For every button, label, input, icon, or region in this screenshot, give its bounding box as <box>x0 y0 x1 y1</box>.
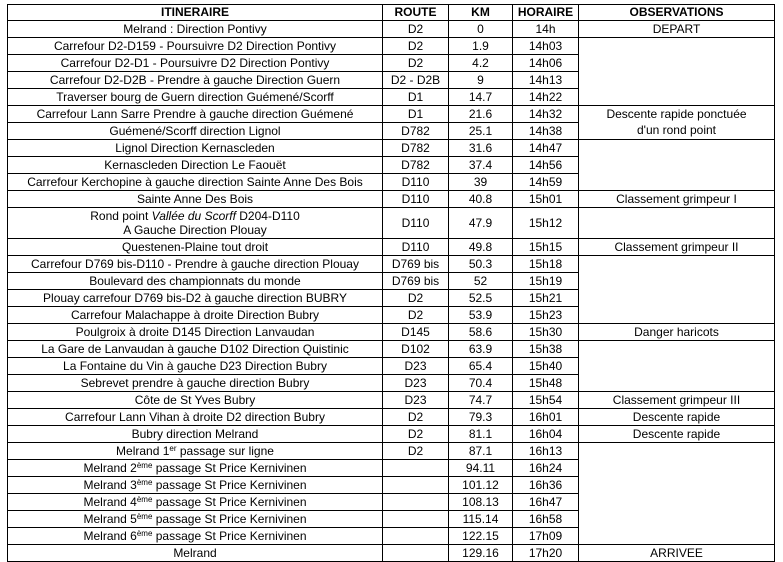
table-row <box>8 409 775 426</box>
table-row <box>8 460 775 477</box>
cell-itineraire: Bubry direction Melrand <box>8 426 383 443</box>
table-row <box>8 375 775 392</box>
cell-km: 74.7 <box>449 392 513 409</box>
cell-observation <box>579 443 775 460</box>
itineraire-pre: Melrand 3 <box>83 477 137 492</box>
itineraire-post: passage sur ligne <box>176 443 274 458</box>
table-body <box>8 21 775 562</box>
cell-observation <box>579 72 775 89</box>
cell-horaire: 17h09 <box>513 528 579 545</box>
cell-km: 65.4 <box>449 358 513 375</box>
cell-horaire: 14h03 <box>513 38 579 55</box>
table-row <box>8 392 775 409</box>
cell-itineraire: Carrefour Malachappe à droite Direction Bubry <box>8 307 383 324</box>
cell-itineraire: Carrefour Lann Sarre Prendre à gauche direction Guémené <box>8 106 383 123</box>
table-row <box>8 307 775 324</box>
itineraire-pre: Melrand 6 <box>83 528 137 543</box>
cell-horaire: 15h48 <box>513 375 579 392</box>
header-horaire: HORAIRE <box>513 5 579 21</box>
cell-horaire: 16h13 <box>513 443 579 460</box>
table-row <box>8 358 775 375</box>
cell-itineraire <box>8 208 383 239</box>
cell-route <box>383 528 449 545</box>
cell-horaire: 14h47 <box>513 140 579 157</box>
cell-observation <box>579 208 775 239</box>
cell-km: 49.8 <box>449 239 513 256</box>
cell-route: D110 <box>383 208 449 239</box>
table-row <box>8 511 775 528</box>
itineraire-line1-a: Rond point <box>90 209 152 223</box>
cell-itineraire: Boulevard des championnats du monde <box>8 273 383 290</box>
cell-observation: ARRIVEE <box>579 545 775 562</box>
cell-observation <box>579 55 775 72</box>
cell-route: D2 <box>383 426 449 443</box>
cell-route: D1 <box>383 106 449 123</box>
cell-horaire: 16h04 <box>513 426 579 443</box>
table-row <box>8 72 775 89</box>
cell-horaire: 14h32 <box>513 106 579 123</box>
cell-km: 70.4 <box>449 375 513 392</box>
cell-itineraire: Carrefour D2-D159 - Poursuivre D2 Direction Pontivy <box>8 38 383 55</box>
cell-horaire: 14h56 <box>513 157 579 174</box>
cell-route <box>383 494 449 511</box>
cell-route: D2 - D2B <box>383 72 449 89</box>
cell-km: 63.9 <box>449 341 513 358</box>
cell-observation: Descente rapide <box>579 426 775 443</box>
cell-km: 58.6 <box>449 324 513 341</box>
cell-itineraire <box>8 511 383 528</box>
cell-observation <box>579 157 775 174</box>
cell-itineraire: Questenen-Plaine tout droit <box>8 239 383 256</box>
cell-horaire: 15h21 <box>513 290 579 307</box>
itineraire-pre: Melrand 2 <box>83 460 137 475</box>
cell-horaire: 15h30 <box>513 324 579 341</box>
cell-observation <box>579 528 775 545</box>
table-row <box>8 239 775 256</box>
cell-km: 101.12 <box>449 477 513 494</box>
cell-observation: Danger haricots <box>579 324 775 341</box>
cell-km: 1.9 <box>449 38 513 55</box>
cell-route <box>383 545 449 562</box>
cell-route: D23 <box>383 358 449 375</box>
cell-route: D110 <box>383 239 449 256</box>
cell-horaire: 16h58 <box>513 511 579 528</box>
table-row <box>8 426 775 443</box>
cell-horaire: 16h24 <box>513 460 579 477</box>
cell-itineraire: Carrefour D769 bis-D110 - Prendre à gauche direction Plouay <box>8 256 383 273</box>
cell-itineraire: Traverser bourg de Guern direction Guémené/Scorff <box>8 89 383 106</box>
cell-route: D110 <box>383 174 449 191</box>
itinerary-table <box>7 4 775 562</box>
itineraire-ordinal: ème <box>136 460 153 470</box>
cell-horaire: 17h20 <box>513 545 579 562</box>
cell-km: 108.13 <box>449 494 513 511</box>
itineraire-post: passage St Price Kernivinen <box>152 460 307 475</box>
itineraire-ordinal: ème <box>136 494 153 504</box>
header-km: KM <box>449 5 513 21</box>
cell-route: D2 <box>383 21 449 38</box>
cell-observation <box>579 511 775 528</box>
cell-route: D2 <box>383 307 449 324</box>
cell-route <box>383 477 449 494</box>
cell-observation: d'un rond point <box>579 123 775 140</box>
cell-horaire: 16h36 <box>513 477 579 494</box>
cell-horaire: 16h47 <box>513 494 579 511</box>
cell-horaire: 15h38 <box>513 341 579 358</box>
cell-horaire: 14h06 <box>513 55 579 72</box>
cell-itineraire: Guémené/Scorff direction Lignol <box>8 123 383 140</box>
header-observations: OBSERVATIONS <box>579 5 775 21</box>
cell-itineraire <box>8 494 383 511</box>
table-row <box>8 324 775 341</box>
cell-route: D2 <box>383 443 449 460</box>
table-row <box>8 55 775 72</box>
cell-route: D782 <box>383 157 449 174</box>
cell-km: 53.9 <box>449 307 513 324</box>
cell-observation <box>579 494 775 511</box>
cell-route: D145 <box>383 324 449 341</box>
cell-itineraire <box>8 460 383 477</box>
cell-observation <box>579 174 775 191</box>
cell-horaire: 15h23 <box>513 307 579 324</box>
cell-observation <box>579 140 775 157</box>
table-row <box>8 191 775 208</box>
itineraire-post: passage St Price Kernivinen <box>152 528 307 543</box>
cell-km: 39 <box>449 174 513 191</box>
itineraire-pre: Melrand 4 <box>83 494 137 509</box>
cell-horaire: 14h13 <box>513 72 579 89</box>
cell-route: D782 <box>383 123 449 140</box>
cell-km: 87.1 <box>449 443 513 460</box>
cell-horaire: 14h <box>513 21 579 38</box>
cell-horaire: 15h54 <box>513 392 579 409</box>
itineraire-ordinal: ème <box>136 477 153 487</box>
cell-route: D110 <box>383 191 449 208</box>
cell-observation <box>579 273 775 290</box>
cell-km: 129.16 <box>449 545 513 562</box>
cell-route: D782 <box>383 140 449 157</box>
cell-observation <box>579 89 775 106</box>
itineraire-pre: Melrand 1 <box>116 443 170 458</box>
cell-km: 52.5 <box>449 290 513 307</box>
table-row <box>8 89 775 106</box>
header-itineraire: ITINERAIRE <box>8 5 383 21</box>
cell-itineraire: Côte de St Yves Bubry <box>8 392 383 409</box>
cell-km: 115.14 <box>449 511 513 528</box>
header-row <box>8 5 775 21</box>
cell-route: D769 bis <box>383 273 449 290</box>
cell-observation <box>579 460 775 477</box>
cell-km: 40.8 <box>449 191 513 208</box>
cell-observation <box>579 358 775 375</box>
cell-observation <box>579 38 775 55</box>
cell-itineraire: La Gare de Lanvaudan à gauche D102 Direction Quistinic <box>8 341 383 358</box>
cell-horaire: 14h22 <box>513 89 579 106</box>
table-row <box>8 157 775 174</box>
cell-horaire: 16h01 <box>513 409 579 426</box>
table-row <box>8 208 775 239</box>
table-row <box>8 290 775 307</box>
cell-km: 31.6 <box>449 140 513 157</box>
itineraire-line1-c: D204-D110 <box>235 209 300 223</box>
itineraire-ordinal: ème <box>136 511 153 521</box>
table-row <box>8 38 775 55</box>
cell-observation: Descente rapide <box>579 409 775 426</box>
cell-route: D2 <box>383 38 449 55</box>
table-row <box>8 106 775 123</box>
cell-km: 47.9 <box>449 208 513 239</box>
table-row <box>8 21 775 38</box>
cell-observation: Classement grimpeur II <box>579 239 775 256</box>
cell-km: 9 <box>449 72 513 89</box>
cell-observation <box>579 375 775 392</box>
table-row <box>8 545 775 562</box>
cell-km: 21.6 <box>449 106 513 123</box>
itineraire-ordinal: er <box>169 443 177 453</box>
cell-itineraire: Carrefour D2-D2B - Prendre à gauche Direction Guern <box>8 72 383 89</box>
cell-km: 0 <box>449 21 513 38</box>
itineraire-line2: A Gauche Direction Plouay <box>123 223 267 237</box>
cell-km: 52 <box>449 273 513 290</box>
table-row <box>8 174 775 191</box>
cell-horaire: 15h15 <box>513 239 579 256</box>
cell-itineraire: Carrefour Lann Vihan à droite D2 direction Bubry <box>8 409 383 426</box>
itineraire-line1-italic: Vallée du Scorff <box>151 209 236 223</box>
cell-horaire: 15h19 <box>513 273 579 290</box>
cell-itineraire <box>8 528 383 545</box>
table-row <box>8 273 775 290</box>
cell-itineraire: Sebrevet prendre à gauche direction Bubry <box>8 375 383 392</box>
cell-itineraire: Carrefour D2-D1 - Poursuivre D2 Direction Pontivy <box>8 55 383 72</box>
cell-itineraire: Melrand <box>8 545 383 562</box>
cell-observation <box>579 341 775 358</box>
cell-route: D23 <box>383 375 449 392</box>
cell-itineraire: Kernascleden Direction Le Faouët <box>8 157 383 174</box>
cell-horaire: 15h40 <box>513 358 579 375</box>
cell-route: D769 bis <box>383 256 449 273</box>
cell-observation <box>579 307 775 324</box>
cell-km: 81.1 <box>449 426 513 443</box>
cell-km: 79.3 <box>449 409 513 426</box>
cell-route: D2 <box>383 55 449 72</box>
cell-route: D2 <box>383 409 449 426</box>
table-row <box>8 256 775 273</box>
cell-route <box>383 460 449 477</box>
table-row <box>8 140 775 157</box>
cell-route: D1 <box>383 89 449 106</box>
itineraire-post: passage St Price Kernivinen <box>152 477 307 492</box>
cell-observation: Classement grimpeur I <box>579 191 775 208</box>
cell-itineraire <box>8 443 383 460</box>
cell-km: 25.1 <box>449 123 513 140</box>
cell-route <box>383 511 449 528</box>
header-route: ROUTE <box>383 5 449 21</box>
table-row <box>8 443 775 460</box>
cell-itineraire: Melrand : Direction Pontivy <box>8 21 383 38</box>
cell-km: 37.4 <box>449 157 513 174</box>
cell-route: D102 <box>383 341 449 358</box>
cell-route: D2 <box>383 290 449 307</box>
itineraire-post: passage St Price Kernivinen <box>152 494 307 509</box>
cell-itineraire: Poulgroix à droite D145 Direction Lanvaudan <box>8 324 383 341</box>
table-row <box>8 123 775 140</box>
cell-itineraire <box>8 477 383 494</box>
table-row <box>8 341 775 358</box>
cell-observation <box>579 477 775 494</box>
cell-km: 14.7 <box>449 89 513 106</box>
cell-km: 50.3 <box>449 256 513 273</box>
cell-horaire: 14h38 <box>513 123 579 140</box>
cell-itineraire: Lignol Direction Kernascleden <box>8 140 383 157</box>
itineraire-ordinal: ème <box>136 528 153 538</box>
cell-itineraire: Sainte Anne Des Bois <box>8 191 383 208</box>
cell-km: 122.15 <box>449 528 513 545</box>
itineraire-post: passage St Price Kernivinen <box>152 511 307 526</box>
cell-horaire: 15h12 <box>513 208 579 239</box>
cell-horaire: 15h01 <box>513 191 579 208</box>
cell-itineraire: Carrefour Kerchopine à gauche direction Sainte Anne Des Bois <box>8 174 383 191</box>
cell-horaire: 15h18 <box>513 256 579 273</box>
cell-observation <box>579 290 775 307</box>
cell-itineraire: La Fontaine du Vin à gauche D23 Direction Bubry <box>8 358 383 375</box>
itineraire-pre: Melrand 5 <box>83 511 137 526</box>
cell-km: 94.11 <box>449 460 513 477</box>
cell-observation <box>579 256 775 273</box>
table-row <box>8 494 775 511</box>
cell-observation: Classement grimpeur III <box>579 392 775 409</box>
table-row <box>8 477 775 494</box>
cell-horaire: 14h59 <box>513 174 579 191</box>
cell-itineraire: Plouay carrefour D769 bis-D2 à gauche direction BUBRY <box>8 290 383 307</box>
table-row <box>8 528 775 545</box>
cell-observation: DEPART <box>579 21 775 38</box>
cell-km: 4.2 <box>449 55 513 72</box>
cell-observation: Descente rapide ponctuée <box>579 106 775 123</box>
cell-route: D23 <box>383 392 449 409</box>
